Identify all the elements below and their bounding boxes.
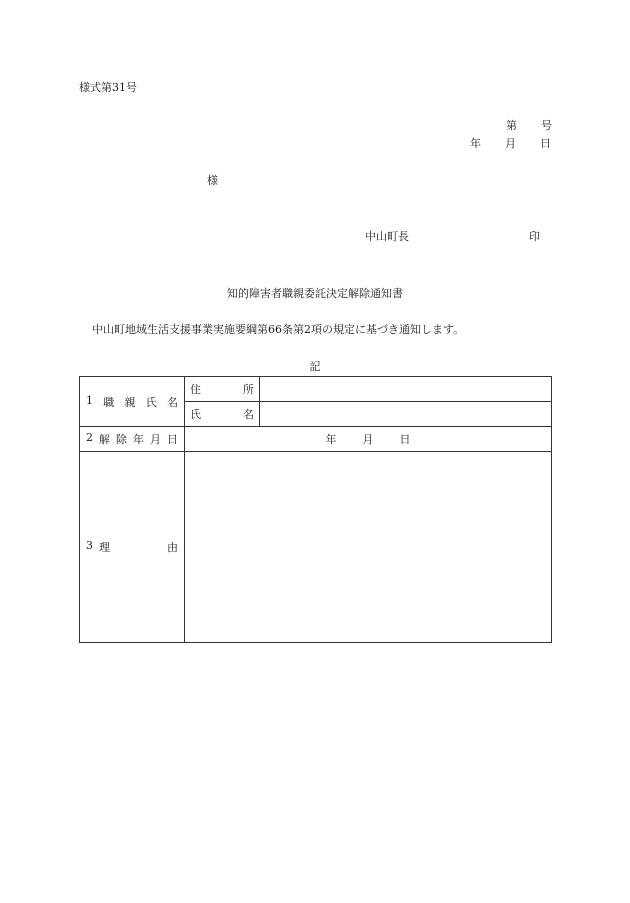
label-char: 氏 — [190, 408, 201, 421]
reason-value-field[interactable] — [185, 452, 552, 643]
label-char: 除 — [116, 433, 127, 446]
date-month: 月 — [362, 433, 374, 446]
detail-table — [79, 376, 552, 643]
notice-body: 中山町地域生活支援事業実施要綱第66条第2項の規定に基づき通知します。 — [92, 323, 465, 336]
address-value-field[interactable] — [260, 377, 552, 402]
label-char: 年 — [133, 433, 144, 446]
date-year: 年 — [325, 433, 337, 446]
cancellation-date-field[interactable] — [185, 427, 552, 452]
name-value-field[interactable] — [260, 402, 552, 427]
issuer-title: 中山町長 — [365, 230, 409, 243]
label-address — [185, 377, 260, 402]
label-name — [185, 402, 260, 427]
label-char: 2 — [86, 431, 93, 444]
label-char: 名 — [243, 408, 254, 421]
label-char: 氏 — [145, 395, 157, 409]
label-cancellation-date — [80, 427, 185, 452]
document-number-dai: 第 — [506, 119, 517, 132]
document-number-go: 号 — [541, 119, 552, 132]
document-title: 知的障害者職親委託決定解除通知書 — [227, 287, 403, 300]
document-number — [506, 119, 552, 133]
label-reason — [80, 452, 185, 643]
label-char: 1 — [86, 393, 93, 407]
date-day: 日 — [399, 433, 411, 446]
label-char: 理 — [99, 541, 110, 554]
ki-heading: 記 — [309, 360, 321, 373]
label-char: 所 — [243, 383, 254, 396]
issue-date-month: 月 — [505, 137, 516, 150]
label-char: 由 — [167, 541, 178, 554]
label-char: 日 — [167, 433, 178, 446]
label-char: 解 — [99, 433, 110, 446]
seal-mark: 印 — [529, 230, 540, 243]
label-foster-parent-name — [80, 377, 185, 427]
label-char: 3 — [86, 539, 93, 552]
label-char: 職 — [103, 395, 115, 409]
label-char: 親 — [124, 395, 136, 409]
issue-date-day: 日 — [540, 137, 551, 150]
label-char: 名 — [167, 395, 178, 409]
addressee-honorific: 様 — [207, 174, 218, 187]
label-char: 月 — [150, 433, 161, 446]
issue-date — [470, 137, 551, 151]
label-char: 住 — [190, 383, 201, 396]
issue-date-year: 年 — [470, 137, 481, 150]
form-number: 様式第31号 — [79, 81, 137, 94]
